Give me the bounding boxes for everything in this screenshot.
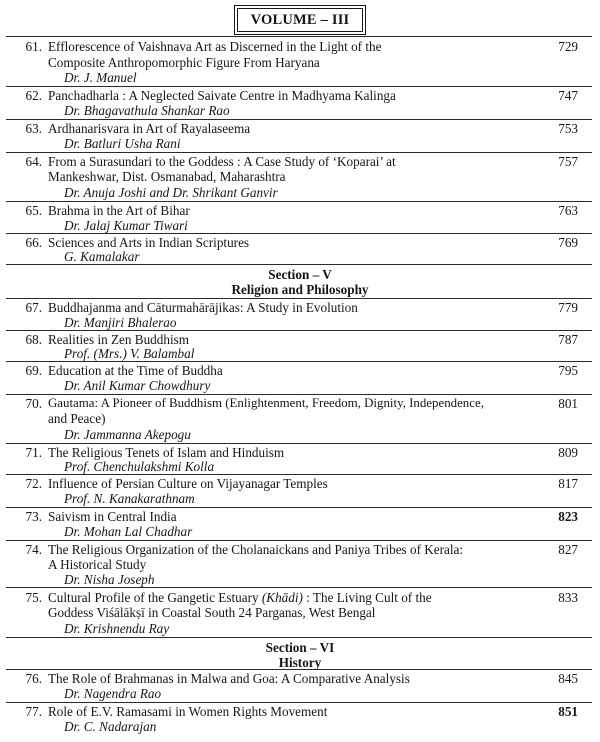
- entry-page-number: 747: [558, 88, 578, 103]
- entry-author: Prof. Chenchulakshmi Kolla: [64, 459, 215, 474]
- entry-page-number: 817: [558, 476, 578, 491]
- entry-page-number: 809: [558, 445, 578, 460]
- entry-author: G. Kamalakar: [64, 249, 140, 264]
- volume-header: VOLUME – III: [237, 8, 363, 32]
- divider: [6, 119, 592, 120]
- entry-number: 65.: [25, 203, 42, 218]
- entry-title-continued: and Peace): [48, 411, 106, 426]
- entry-title: [48, 590, 548, 605]
- entry-number: 62.: [25, 88, 42, 103]
- entry-page-number: 833: [558, 590, 578, 605]
- entry-number: 70.: [25, 396, 42, 411]
- entry-page-number: 779: [558, 300, 578, 315]
- entry-title: Brahma in the Art of Bihar: [48, 203, 190, 218]
- entry-title: Influence of Persian Culture on Vijayanagar Temples: [48, 476, 328, 491]
- entry-title-continued: Composite Anthropomorphic Figure From Haryana: [48, 55, 320, 70]
- entry-author: Dr. Bhagavathula Shankar Rao: [64, 103, 230, 118]
- entry-author: Prof. (Mrs.) V. Balambal: [64, 346, 195, 361]
- divider: [6, 36, 592, 37]
- entry-author: Dr. Anil Kumar Chowdhury: [64, 378, 211, 393]
- entry-title: Buddhajanma and Cāturmahārājikas: A Study in Evolution: [48, 300, 358, 315]
- entry-author: Dr. Mohan Lal Chadhar: [64, 524, 193, 539]
- entry-page-number: 787: [558, 332, 578, 347]
- entry-page-number: 769: [558, 235, 578, 250]
- entry-page-number: 845: [558, 671, 578, 686]
- entry-title-continued: Mankeshwar, Dist. Osmanabad, Maharashtra: [48, 169, 286, 184]
- entry-number: 75.: [25, 590, 42, 605]
- entry-title: Role of E.V. Ramasami in Women Rights Movement: [48, 704, 328, 719]
- entry-title: Sciences and Arts in Indian Scriptures: [48, 235, 250, 250]
- entry-title: Realities in Zen Buddhism: [48, 332, 190, 347]
- divider: [6, 330, 592, 331]
- entry-page-number: 801: [558, 396, 578, 411]
- entry-page-number: 851: [558, 704, 578, 719]
- entry-number: 72.: [25, 476, 42, 491]
- entry-page-number: 823: [558, 509, 578, 524]
- section-heading: Section – V: [268, 267, 332, 282]
- entry-title: Gautama: A Pioneer of Buddhism (Enlightenment, Freedom, Dignity, Independence,: [48, 396, 484, 410]
- divider: [6, 474, 592, 475]
- divider: [6, 637, 592, 638]
- divider: [6, 587, 592, 588]
- entry-title-part: : The Living Cult of the: [302, 590, 432, 605]
- entry-title: From a Surasundari to the Goddess : A Case Study of ‘Koparai’ at: [48, 154, 396, 169]
- divider: [6, 264, 592, 265]
- entry-author: Dr. Nagendra Rao: [64, 686, 162, 701]
- entry-number: 61.: [25, 39, 42, 54]
- entry-number: 64.: [25, 154, 42, 169]
- divider: [6, 86, 592, 87]
- entry-title: The Religious Organization of the Cholanaickans and Paniya Tribes of Kerala:: [48, 542, 464, 557]
- entry-author: Dr. Anuja Joshi and Dr. Shrikant Ganvir: [64, 185, 278, 200]
- entry-title: Saivism in Central India: [48, 509, 177, 524]
- entry-author: Dr. Manjiri Bhalerao: [64, 315, 177, 330]
- entry-title: Ardhanarisvara in Art of Rayalaseema: [48, 121, 251, 136]
- entry-number: 67.: [25, 300, 42, 315]
- divider: [6, 233, 592, 234]
- entry-page-number: 827: [558, 542, 578, 557]
- entry-page-number: 757: [558, 154, 578, 169]
- divider: [6, 152, 592, 153]
- entry-number: 69.: [25, 363, 42, 378]
- section-heading: Section – VI: [265, 640, 335, 655]
- entry-title: The Role of Brahmanas in Malwa and Goa: A Comparative Analysis: [48, 671, 410, 686]
- entry-number: 63.: [25, 121, 42, 136]
- entry-author: Dr. Krishnendu Ray: [64, 621, 170, 636]
- entry-author: Dr. Jammanna Akepogu: [64, 427, 191, 442]
- entry-title-part: Cultural Profile of the Gangetic Estuary: [48, 590, 262, 605]
- entry-number: 66.: [25, 235, 42, 250]
- entry-author: Dr. J. Manuel: [64, 70, 137, 85]
- section-subtitle: Religion and Philosophy: [231, 282, 369, 297]
- entry-title: Panchadharla : A Neglected Saivate Centre in Madhyama Kalinga: [48, 88, 396, 103]
- entry-title-continued: A Historical Study: [48, 557, 147, 572]
- entry-author: Dr. Batluri Usha Rani: [64, 136, 181, 151]
- entry-title-italic-part: (Khādi): [261, 590, 303, 605]
- entry-author: Prof. N. Kanakarathnam: [64, 491, 195, 506]
- entry-author: Dr. Nisha Joseph: [64, 572, 155, 587]
- entry-number: 74.: [25, 542, 42, 557]
- entry-title-continued: Goddess Viśālākṣī in Coastal South 24 Parganas, West Bengal: [48, 605, 376, 620]
- divider: [6, 443, 592, 444]
- divider: [6, 702, 592, 703]
- entry-number: 73.: [25, 509, 42, 524]
- entry-page-number: 753: [558, 121, 578, 136]
- entry-number: 76.: [25, 671, 42, 686]
- divider: [6, 298, 592, 299]
- entry-page-number: 729: [558, 39, 578, 54]
- entry-number: 71.: [25, 445, 42, 460]
- divider: [6, 201, 592, 202]
- entry-page-number: 763: [558, 203, 578, 218]
- entry-number: 77.: [25, 704, 42, 719]
- entry-author: Dr. C. Nadarajan: [64, 719, 157, 734]
- entry-author: Dr. Jalaj Kumar Tiwari: [64, 218, 188, 233]
- entry-title: Efflorescence of Vaishnava Art as Discerned in the Light of the: [48, 39, 382, 54]
- section-subtitle: History: [278, 655, 322, 670]
- divider: [6, 540, 592, 541]
- divider: [6, 507, 592, 508]
- entry-title: The Religious Tenets of Islam and Hinduism: [48, 445, 285, 460]
- entry-title: Education at the Time of Buddha: [48, 363, 223, 378]
- entry-number: 68.: [25, 332, 42, 347]
- divider: [6, 361, 592, 362]
- entry-page-number: 795: [558, 363, 578, 378]
- divider: [6, 394, 592, 395]
